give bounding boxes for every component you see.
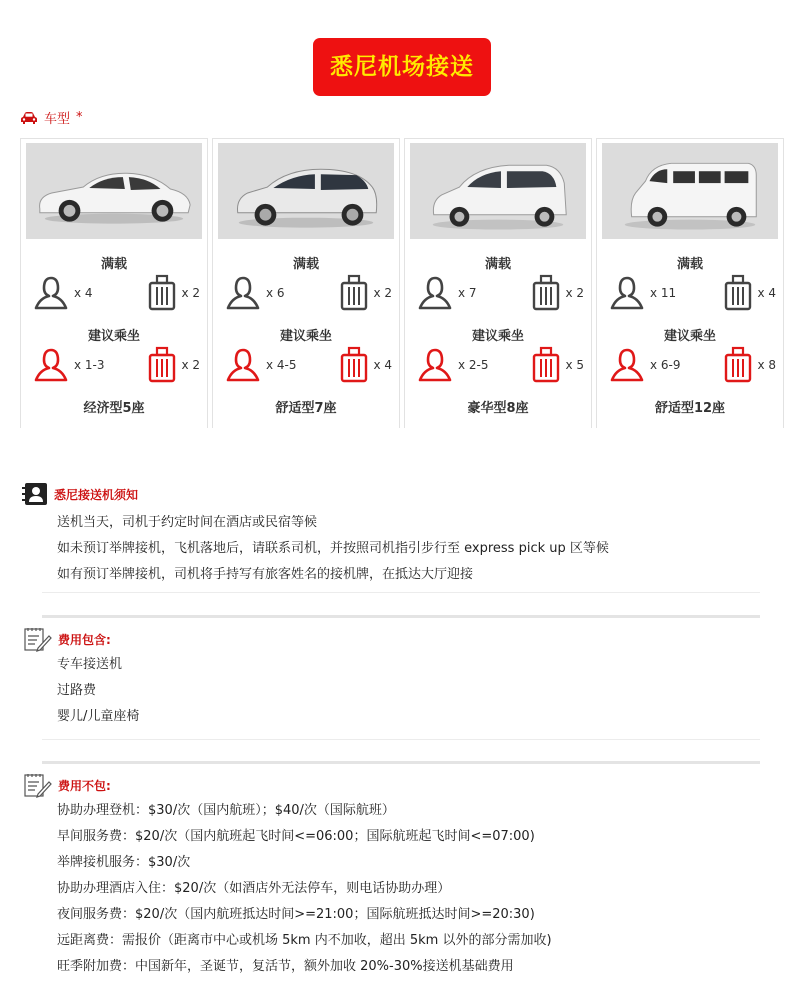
vehicle-type-header <box>20 108 83 127</box>
passenger-icon <box>32 274 70 312</box>
excluded-line: 远距离费：需报价（距离市中心或机场 5km 内不加收，超出 5km 以外的部分需加收) <box>57 933 552 948</box>
recommended-row <box>602 345 778 385</box>
vehicle-image <box>26 143 202 239</box>
excluded-line: 协助办理登机：$30/次（国内航班）；$40/次（国际航班） <box>57 803 395 818</box>
notice-title: 悉尼接送机须知 <box>54 487 139 502</box>
included-title: 费用包含: <box>58 632 111 647</box>
luggage-icon <box>723 274 753 312</box>
recommended-bags: x 4 <box>373 358 392 372</box>
divider <box>42 615 760 618</box>
divider <box>42 592 760 593</box>
notice-line: 送机当天，司机于约定时间在酒店或民宿等候 <box>57 515 318 530</box>
recommended-passengers: x 1-3 <box>74 358 105 372</box>
notepad-pen-icon <box>22 626 52 652</box>
luggage-icon <box>531 346 561 384</box>
max-passengers: x 4 <box>74 286 93 300</box>
vehicle-image <box>410 143 586 239</box>
notepad-pen-icon <box>22 772 52 798</box>
max-bags: x 2 <box>565 286 584 300</box>
max-capacity-row <box>218 273 394 313</box>
notice-line: 如有预订举牌接机，司机将手持写有旅客姓名的接机牌，在抵达大厅迎接 <box>57 567 474 582</box>
recommended-bags: x 8 <box>757 358 776 372</box>
vehicle-card-van[interactable] <box>596 138 784 428</box>
passenger-icon <box>416 346 454 384</box>
recommended-row <box>26 345 202 385</box>
excluded-line: 早间服务费：$20/次（国内航班起飞时间<=06:00；国际航班起飞时间<=07:00) <box>57 829 535 844</box>
max-passengers: x 6 <box>266 286 285 300</box>
recommended-passengers: x 4-5 <box>266 358 297 372</box>
vehicle-card-minivan[interactable] <box>404 138 592 428</box>
vehicle-card-sedan[interactable] <box>20 138 208 428</box>
vehicle-name: 经济型5座 <box>83 401 145 416</box>
passenger-icon <box>224 346 262 384</box>
recommended-passengers: x 6-9 <box>650 358 681 372</box>
passenger-icon <box>224 274 262 312</box>
max-bags: x 2 <box>181 286 200 300</box>
required-mark: * <box>76 110 83 125</box>
included-line: 专车接送机 <box>57 657 123 672</box>
max-bags: x 2 <box>373 286 392 300</box>
max-passengers: x 7 <box>458 286 477 300</box>
recommended-label: 建议乘坐 <box>87 329 140 344</box>
passenger-icon <box>32 346 70 384</box>
included-line: 过路费 <box>57 683 97 698</box>
luggage-icon <box>147 346 177 384</box>
excluded-line: 夜间服务费：$20/次（国内航班抵达时间>=21:00；国际航班抵达时间>=20:30) <box>57 907 535 922</box>
excluded-line: 举牌接机服务：$30/次 <box>57 855 191 870</box>
divider <box>42 761 760 764</box>
contact-card-icon <box>22 482 48 506</box>
notice-line: 如未预订举牌接机，飞机落地后，请联系司机，并按照司机指引步行至 express pick up 区等候 <box>57 541 609 556</box>
included-line: 婴儿/儿童座椅 <box>57 709 140 724</box>
max-bags: x 4 <box>757 286 776 300</box>
max-capacity-row <box>26 273 202 313</box>
recommended-row <box>218 345 394 385</box>
luggage-icon <box>339 346 369 384</box>
passenger-icon <box>416 274 454 312</box>
fee-included <box>22 626 139 730</box>
max-capacity-label: 满载 <box>484 257 511 272</box>
car-icon <box>20 111 38 125</box>
pickup-notice <box>22 482 609 588</box>
vehicle-name: 豪华型8座 <box>467 401 529 416</box>
fee-excluded <box>22 772 552 980</box>
passenger-icon <box>608 274 646 312</box>
vehicle-name: 舒适型12座 <box>654 401 726 416</box>
max-capacity-row <box>602 273 778 313</box>
vehicle-options <box>20 138 786 428</box>
vehicle-card-mpv[interactable] <box>212 138 400 428</box>
max-capacity-label: 满载 <box>292 257 319 272</box>
excluded-line: 协助办理酒店入住：$20/次（如酒店外无法停车，则电话协助办理） <box>57 881 451 896</box>
recommended-label: 建议乘坐 <box>279 329 332 344</box>
luggage-icon <box>723 346 753 384</box>
max-capacity-label: 满载 <box>100 257 127 272</box>
vehicle-name: 舒适型7座 <box>275 401 337 416</box>
recommended-bags: x 2 <box>181 358 200 372</box>
vehicle-type-label: 车型 <box>44 112 71 127</box>
luggage-icon <box>147 274 177 312</box>
recommended-passengers: x 2-5 <box>458 358 489 372</box>
max-capacity-row <box>410 273 586 313</box>
recommended-row <box>410 345 586 385</box>
max-passengers: x 11 <box>650 286 677 300</box>
luggage-icon <box>339 274 369 312</box>
recommended-bags: x 5 <box>565 358 584 372</box>
excluded-title: 费用不包: <box>58 778 111 793</box>
max-capacity-label: 满载 <box>676 257 703 272</box>
recommended-label: 建议乘坐 <box>471 329 524 344</box>
recommended-label: 建议乘坐 <box>663 329 716 344</box>
vehicle-image <box>602 143 778 239</box>
passenger-icon <box>608 346 646 384</box>
luggage-icon <box>531 274 561 312</box>
page-title: 悉尼机场接送 <box>313 38 491 96</box>
vehicle-image <box>218 143 394 239</box>
excluded-line: 旺季附加费：中国新年，圣诞节，复活节，额外加收 20%-30%接送机基础费用 <box>57 959 514 974</box>
divider <box>42 739 760 740</box>
